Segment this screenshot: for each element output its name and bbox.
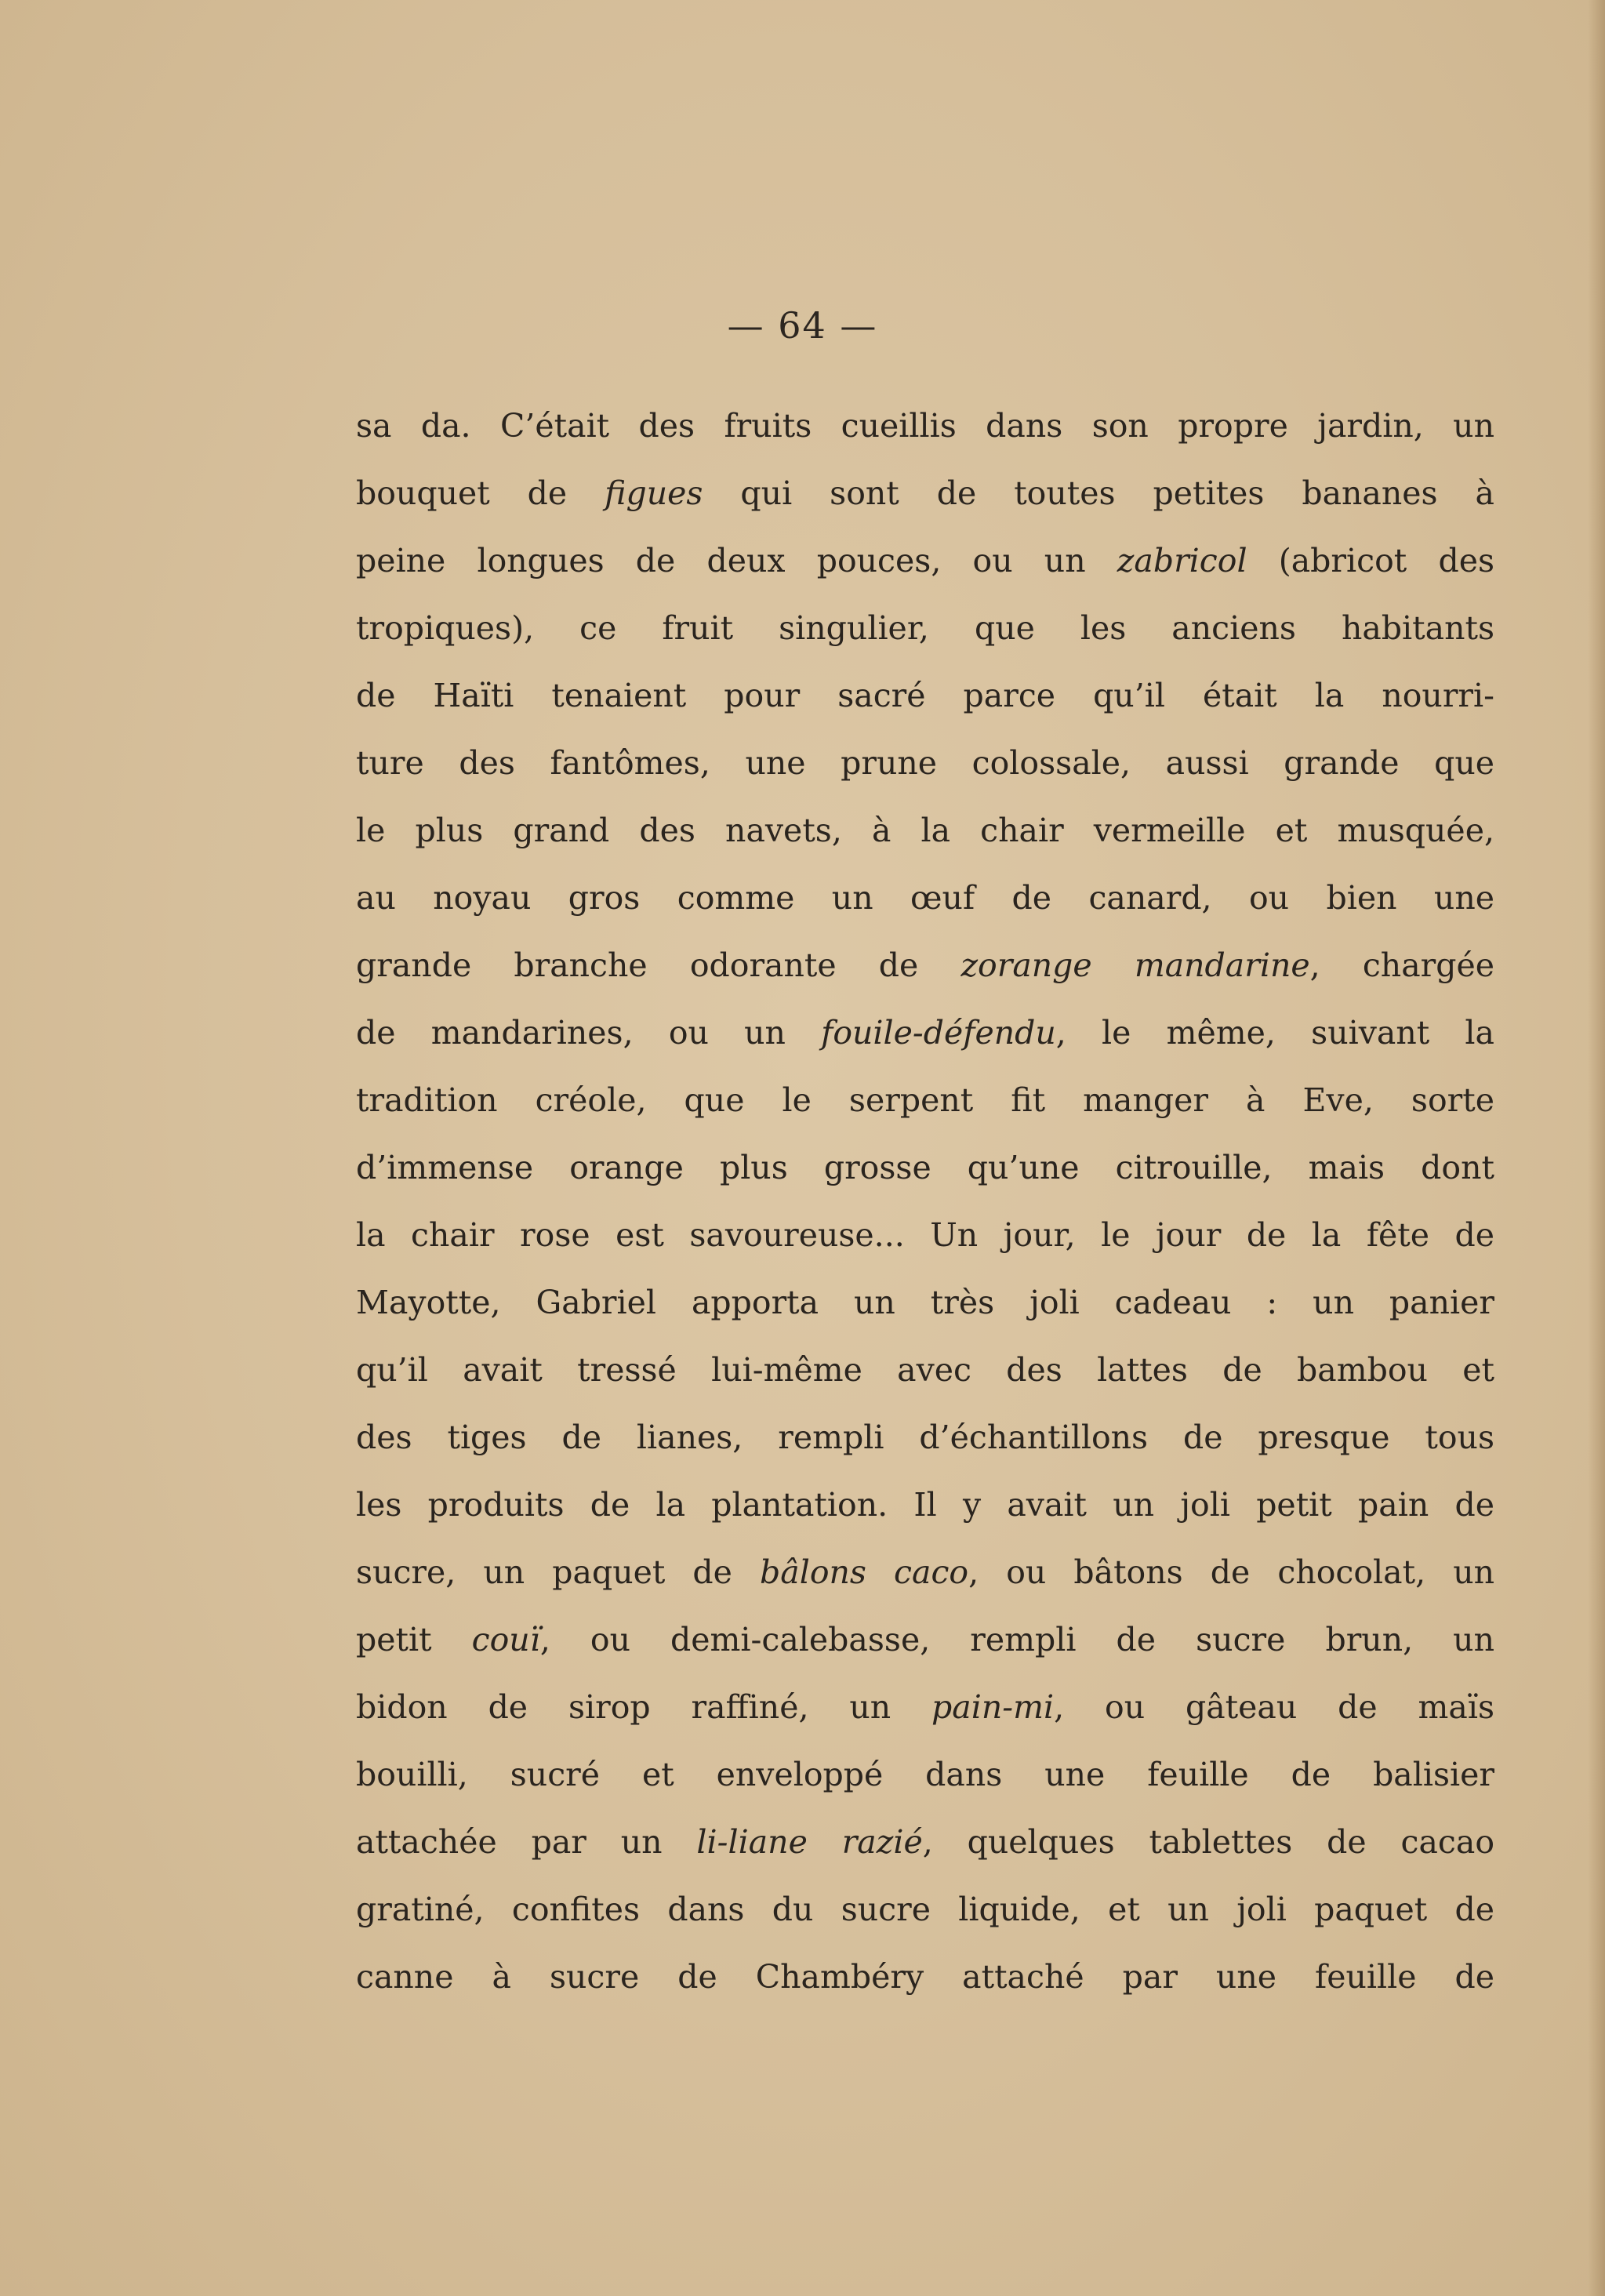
italic-term: couï bbox=[471, 1621, 540, 1658]
text-segment: ture des fantômes, une prune colossale, aussi grande que bbox=[356, 744, 1494, 782]
text-segment: le plus grand des navets, à la chair vermeille et musquée, bbox=[356, 812, 1494, 849]
text-line bbox=[356, 864, 1494, 932]
text-segment: au noyau gros comme un œuf de canard, ou bien une bbox=[356, 879, 1494, 917]
text-line bbox=[356, 797, 1494, 864]
text-segment: , le même, suivant la bbox=[1055, 1014, 1494, 1052]
italic-term: figues bbox=[605, 474, 703, 512]
text-segment: , ou bâtons de chocolat, un bbox=[968, 1553, 1495, 1591]
italic-term: pain-mi bbox=[931, 1688, 1055, 1726]
text-segment: sa da. C’était des fruits cueillis dans son propre jardin, un bbox=[356, 407, 1494, 445]
text-segment: la chair rose est savoureuse... Un jour, le jour de la fête de bbox=[356, 1216, 1494, 1254]
text-segment: tradition créole, que le serpent fit manger à Eve, sorte bbox=[356, 1081, 1494, 1119]
text-segment: sucre, un paquet de bbox=[356, 1553, 761, 1591]
text-segment: Mayotte, Gabriel apporta un très joli cadeau : un panier bbox=[356, 1284, 1494, 1321]
text-line bbox=[356, 1201, 1494, 1269]
text-line bbox=[356, 1876, 1494, 1943]
text-segment: tropiques), ce fruit singulier, que les anciens habitants bbox=[356, 609, 1494, 647]
italic-term: li-liane razié bbox=[696, 1823, 923, 1861]
text-segment: gratiné, confites dans du sucre liquide, et un joli paquet de bbox=[356, 1891, 1494, 1928]
text-line bbox=[356, 392, 1494, 460]
page-number: — 64 — bbox=[727, 304, 878, 347]
text-line bbox=[356, 1066, 1494, 1134]
text-segment: qui sont de toutes petites bananes à bbox=[703, 474, 1494, 512]
text-line bbox=[356, 1539, 1494, 1606]
text-segment: bouquet de bbox=[356, 474, 605, 512]
text-line bbox=[356, 932, 1494, 999]
text-segment: bidon de sirop raffiné, un bbox=[356, 1688, 932, 1726]
text-segment: , chargée bbox=[1309, 946, 1495, 984]
italic-term: fouile-défendu bbox=[821, 1014, 1056, 1052]
text-line bbox=[356, 527, 1494, 594]
italic-term: bâlons caco bbox=[760, 1553, 969, 1591]
italic-term: zorange mandarine bbox=[960, 946, 1310, 984]
text-segment: peine longues de deux pouces, ou un bbox=[356, 542, 1117, 579]
text-line bbox=[356, 460, 1494, 527]
text-line bbox=[356, 1741, 1494, 1808]
text-segment: les produits de la plantation. Il y avait un joli petit pain de bbox=[356, 1486, 1494, 1524]
text-line bbox=[356, 1606, 1494, 1673]
text-segment: de Haïti tenaient pour sacré parce qu’il était la nourri- bbox=[356, 677, 1494, 714]
text-segment: bouilli, sucré et enveloppé dans une feuille de balisier bbox=[356, 1756, 1494, 1793]
text-segment: , ou gâteau de maïs bbox=[1054, 1688, 1494, 1726]
text-segment: grande branche odorante de bbox=[356, 946, 961, 984]
text-line bbox=[356, 594, 1494, 662]
text-line bbox=[356, 1134, 1494, 1201]
italic-term: zabricol bbox=[1117, 542, 1247, 579]
text-segment: de mandarines, ou un bbox=[356, 1014, 822, 1052]
text-line bbox=[356, 1336, 1494, 1404]
text-segment: petit bbox=[356, 1621, 472, 1658]
text-segment: , ou demi-calebasse, rempli de sucre brun, un bbox=[539, 1621, 1494, 1658]
body-text bbox=[356, 392, 1494, 2011]
text-line bbox=[356, 1673, 1494, 1741]
text-segment: qu’il avait tressé lui-même avec des lattes de bambou et bbox=[356, 1351, 1494, 1389]
text-line bbox=[356, 1269, 1494, 1336]
text-segment: , quelques tablettes de cacao bbox=[922, 1823, 1494, 1861]
text-line bbox=[356, 999, 1494, 1066]
text-segment: canne à sucre de Chambéry attaché par une feuille de bbox=[356, 1958, 1494, 1996]
text-segment: d’immense orange plus grosse qu’une citrouille, mais dont bbox=[356, 1149, 1494, 1186]
text-line bbox=[356, 1471, 1494, 1539]
text-segment: des tiges de lianes, rempli d’échantillons de presque tous bbox=[356, 1419, 1494, 1456]
text-segment: attachée par un bbox=[356, 1823, 697, 1861]
text-line bbox=[356, 1404, 1494, 1471]
text-line bbox=[356, 662, 1494, 729]
text-line bbox=[356, 729, 1494, 797]
text-segment: (abricot des bbox=[1247, 542, 1494, 579]
text-line bbox=[356, 1808, 1494, 1876]
text-line bbox=[356, 1943, 1494, 2011]
